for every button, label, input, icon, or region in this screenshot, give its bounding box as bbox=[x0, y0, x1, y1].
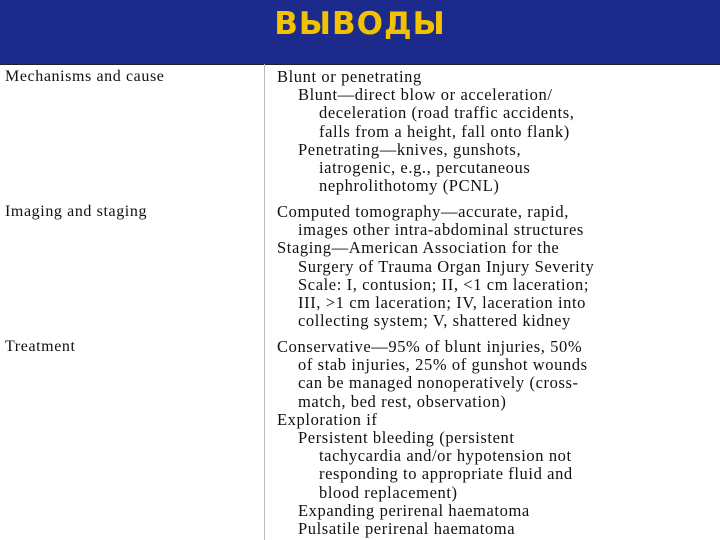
desc-line: Exploration if bbox=[277, 409, 378, 429]
desc-line: Persistent bleeding (persistent bbox=[298, 428, 515, 448]
row-description bbox=[277, 338, 588, 538]
desc-line: deceleration (road traffic accidents, bbox=[319, 103, 575, 123]
row-category: Imaging and staging bbox=[5, 203, 148, 220]
desc-line: can be managed nonoperatively (cross- bbox=[298, 373, 579, 393]
desc-line: iatrogenic, e.g., percutaneous bbox=[319, 158, 531, 178]
row-category: Treatment bbox=[5, 338, 76, 355]
row-description bbox=[277, 203, 594, 330]
slide-title: ВЫВОДЫ bbox=[274, 6, 446, 42]
desc-line: Conservative—95% of blunt injuries, 50% bbox=[277, 337, 583, 356]
desc-line: Expanding perirenal haematoma bbox=[298, 500, 530, 520]
desc-line: of stab injuries, 25% of gunshot wounds bbox=[298, 355, 588, 375]
desc-line: Scale: I, contusion; II, <1 cm laceration; bbox=[298, 274, 590, 294]
desc-line: images other intra-abdominal structures bbox=[298, 220, 584, 240]
desc-line: nephrolithotomy (PCNL) bbox=[319, 176, 500, 196]
table-top-rule bbox=[0, 64, 720, 65]
desc-line: Blunt—direct blow or acceleration/ bbox=[298, 85, 553, 105]
desc-line: III, >1 cm laceration; IV, laceration into bbox=[298, 293, 587, 313]
desc-line: Surgery of Trauma Organ Injury Severity bbox=[298, 256, 595, 276]
desc-line: falls from a height, fall onto flank) bbox=[319, 121, 570, 141]
slide-header bbox=[0, 0, 720, 64]
row-description bbox=[277, 68, 575, 195]
desc-line: Computed tomography—accurate, rapid, bbox=[277, 202, 569, 221]
desc-line: Penetrating—knives, gunshots, bbox=[298, 139, 522, 159]
desc-line: blood replacement) bbox=[319, 482, 458, 502]
desc-line: Staging—American Association for the bbox=[277, 238, 560, 258]
desc-line: match, bed rest, observation) bbox=[298, 391, 507, 411]
desc-line: responding to appropriate fluid and bbox=[319, 464, 573, 484]
row-category: Mechanisms and cause bbox=[5, 68, 165, 85]
desc-line: Pulsatile perirenal haematoma bbox=[298, 519, 516, 539]
desc-line: tachycardia and/or hypotension not bbox=[319, 446, 572, 466]
desc-line: collecting system; V, shattered kidney bbox=[298, 311, 571, 331]
column-divider bbox=[264, 64, 265, 540]
desc-line: Blunt or penetrating bbox=[277, 67, 422, 86]
